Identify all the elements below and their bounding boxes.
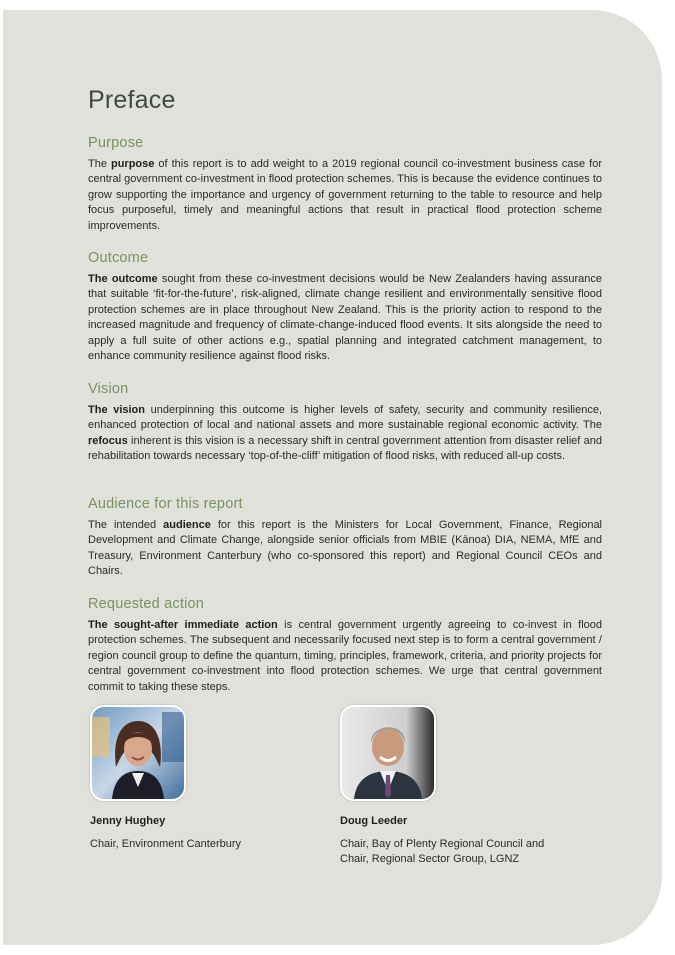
body-text: sought from these co-investment decisions would be New Zealanders having assurance that suitable ‘fit-for-the-future’, risk-aligned, climate change resilient and environmentally sensitive flood protection schemes are in place throughout New Zealand. This is the priority action to respond to the increased magnitude and frequency of climate-change-induced flood events. It sits alongside the need to apply a full suite of other actions e.g., spatial planning and integrated catchment management, to enhance community resilience against flood risks.	[88, 273, 602, 363]
body-text: The intended	[88, 519, 164, 531]
section-audience	[88, 496, 602, 580]
section-heading: Vision	[88, 381, 129, 397]
section-body	[88, 157, 602, 234]
body-text: inherent is this vision is a necessary shift in central government attention from disaster relief and rehabilitation towards necessary ‘top-of-the-cliff’ mitigation of flood risks, with reduced all-up costs.	[88, 434, 602, 463]
signatory-role	[340, 837, 600, 868]
section-heading: Outcome	[88, 250, 149, 266]
section-body	[88, 618, 602, 695]
page-title: Preface	[88, 86, 176, 114]
portrait-icon	[92, 707, 184, 799]
section-outcome	[88, 250, 602, 364]
portrait-photo	[340, 705, 436, 801]
bold-term: refocus	[88, 434, 128, 447]
body-text: underpinning this outcome is higher levels of safety, security and community resilience, enhanced protection of local and national assets and more sustainable regional economic activity. The	[88, 404, 603, 432]
bold-term: The vision	[88, 404, 145, 416]
section-vision	[88, 381, 602, 465]
bold-term: audience	[163, 519, 211, 531]
portrait-icon	[342, 707, 434, 799]
signatory-name: Jenny Hughey	[90, 815, 166, 827]
section-body	[88, 403, 602, 465]
body-text: of this report is to add weight to a 2019 regional council co-investment business case for central government co-investment in flood protection schemes. This is because the evidence continues to grow supporting the importance and urgency of government returning to the table to resource and help focus purposeful, timely and meaningful actions that result in practical flood protection scheme improvements.	[88, 158, 602, 232]
body-text: for this report is the Ministers for Local Government, Finance, Regional Development and Climate Change, alongside senior officials from MBIE (Kānoa) DIA, NEMA, MfE and Treasury, Environment Canterbury (who co-sponsored this report) and Regional Council CEOs and Chairs.	[88, 519, 603, 578]
signatory-name: Doug Leeder	[340, 815, 408, 827]
role-line: Chair, Regional Sector Group, LGNZ	[340, 853, 520, 866]
signatory-role: Chair, Environment Canterbury	[90, 838, 242, 850]
section-purpose	[88, 135, 602, 234]
bold-term: purpose	[110, 158, 155, 170]
portrait-photo	[90, 705, 186, 801]
signatory-jenny-hughey	[90, 705, 350, 852]
section-heading: Requested action	[88, 596, 205, 612]
bold-term: The sought-after immediate action	[88, 619, 278, 631]
signatory-doug-leeder	[340, 705, 600, 868]
body-text: is central government urgently agreeing to co-invest in flood protection schemes. The subsequent and necessarily focused next step is to form a central government / region council group to define the quantum, timing, principles, framework, criteria, and priority projects for central government co-investment into flood protection schemes. We urge that central government commit to taking these steps.	[88, 619, 602, 693]
section-heading: Purpose	[88, 135, 144, 151]
role-line: Chair, Bay of Plenty Regional Council and	[340, 838, 545, 850]
bold-term: The outcome	[88, 273, 158, 285]
body-text: The	[88, 158, 111, 170]
section-requested-action	[88, 596, 602, 695]
section-body	[88, 518, 602, 580]
section-heading: Audience for this report	[88, 496, 243, 512]
section-body	[88, 272, 602, 364]
